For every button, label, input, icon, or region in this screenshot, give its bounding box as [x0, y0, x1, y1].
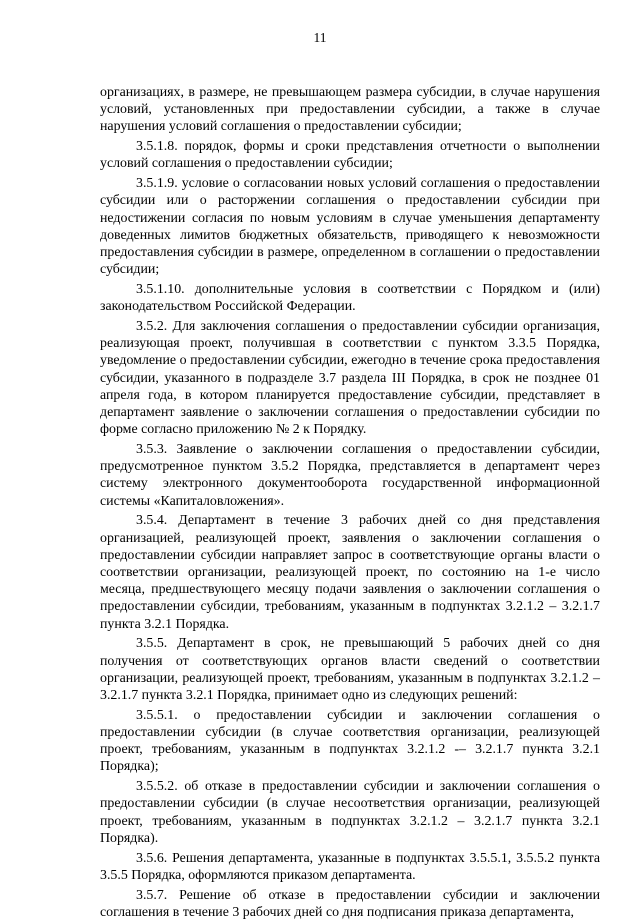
- paragraph-3-5-3: 3.5.3. Заявление о заключении соглашения о предоставлении субсидии, предусмотренное пунктом 3.5.2 Порядка, представляется в департамент через систему электронного документооборота государственной информационной системы «Капиталовложения».: [100, 442, 600, 509]
- paragraph-3-5-5-1: 3.5.5.1. о предоставлении субсидии и заключении соглашения о предоставлении субсидии (в случае соответствия организации, реализующей проект, требованиям, указанным в подпунктах 3.2.1.2 -– 3.2.1.7 пункта 3.2.1 Порядка);: [100, 707, 600, 775]
- paragraph-3-5-7: 3.5.7. Решение об отказе в предоставлении субсидии и заключении соглашения в течение 3 рабочих дней со дня подписания приказа департамента,: [100, 887, 600, 920]
- paragraph-3-5-6: 3.5.6. Решения департамента, указанные в подпунктах 3.5.5.1, 3.5.5.2 пункта 3.5.5 Порядка, оформляются приказом департамента.: [100, 850, 600, 883]
- paragraph-3-5-4: 3.5.4. Департамент в течение 3 рабочих дней со дня представления организацией, реализующей проект, заявления о заключении соглашения о предоставлении субсидии направляет запрос в соответствующие органы власти о соответствии организации, реализующей проект, по состоянию на 1-е число месяца, предшествующего месяцу подачи заявления о заключении соглашения о предоставлении субсидии, требованиям, указанным в подпунктах 3.2.1.2 – 3.2.1.7 пункта 3.2.1 Порядка.: [100, 513, 600, 632]
- paragraph-3-5-1-9: 3.5.1.9. условие о согласовании новых условий соглашения о предоставлении субсидии или о расторжении соглашения о предоставлении субсидии при недостижении согласия по новым условиям в случае уменьшения департаменту доведенных лимитов бюджетных обязательств, приводящего к невозможности предоставления субсидии в размере, определенном в соглашении о предоставлении субсидии;: [100, 176, 600, 278]
- page-number: 11: [313, 30, 327, 45]
- paragraph-3-5-1-8: 3.5.1.8. порядок, формы и сроки представления отчетности о выполнении условий соглашения о предоставлении субсидии;: [100, 139, 600, 172]
- paragraph-continuation: организациях, в размере, не превышающем размера субсидии, в случае нарушения условий, установленных при предоставлении субсидии, а также в случае нарушения условий соглашения о предоставлении субсидии;: [100, 85, 600, 135]
- paragraph-3-5-1-10: 3.5.1.10. дополнительные условия в соответствии с Порядком и (или) законодательством Российской Федерации.: [100, 282, 600, 315]
- paragraph-3-5-5: 3.5.5. Департамент в срок, не превышающий 5 рабочих дней со дня получения от соответствующих органов власти сведений о соответствии организации, реализующей проект, требованиям, указанным в подпунктах 3.2.1.2 – 3.2.1.7 пункта 3.2.1 Порядка, принимает одно из следующих решений:: [100, 636, 600, 704]
- paragraph-3-5-5-2: 3.5.5.2. об отказе в предоставлении субсидии и заключении соглашения о предоставлении субсидии (в случае несоответствия организации, реализующей проект, требованиям, указанным в подпунктах 3.2.1.2 – 3.2.1.7 пункта 3.2.1 Порядка).: [100, 779, 600, 846]
- document-body: [100, 84, 600, 924]
- paragraph-3-5-2: 3.5.2. Для заключения соглашения о предоставлении субсидии организация, реализующая проект, получившая в соответствии с пунктом 3.3.5 Порядка, уведомление о предоставлении субсидии, ежегодно в течение срока предоставления субсидии, указанного в подразделе 3.7 раздела III Порядка, в срок не позднее 01 апреля года, в котором планируется предоставление субсидии, представляет в департамент заявление о заключении соглашения о предоставлении субсидии по форме согласно приложению № 2 к Порядку.: [100, 319, 600, 438]
